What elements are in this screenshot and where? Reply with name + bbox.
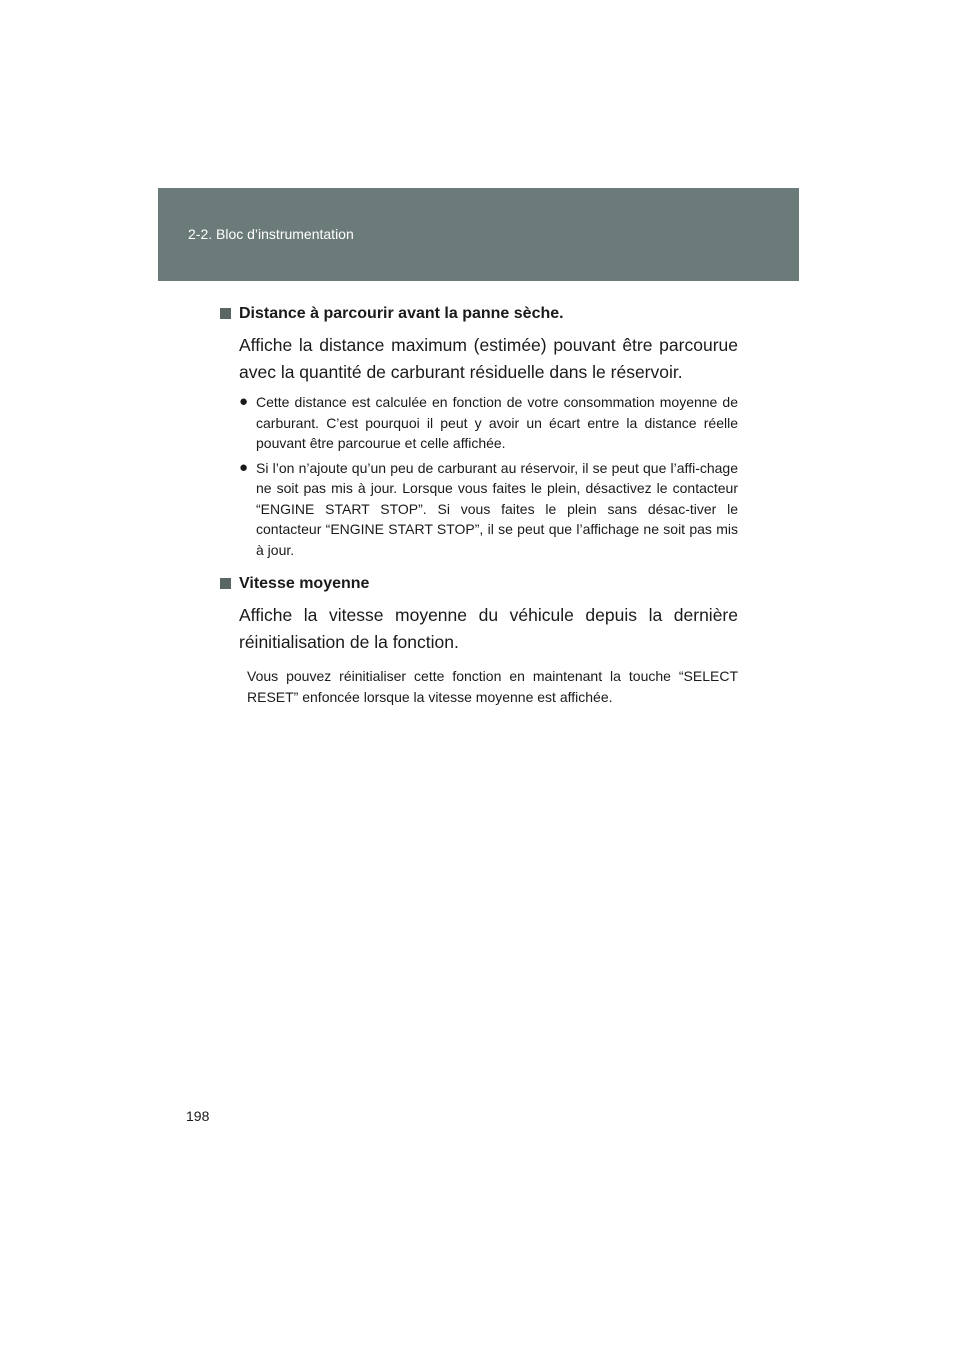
section-header-band: [158, 188, 799, 281]
section-title: 2-2. Bloc d’instrumentation: [188, 226, 354, 242]
square-bullet-icon: [220, 308, 231, 319]
bullet-dot-icon: ●: [239, 393, 249, 410]
bullet-text: Si l’on n’ajoute qu’un peu de carburant au réservoir, il se peut que l’affi-chage ne soit pas mis à jour. Lorsque vous faites le plein, désactivez le contacteur “ENGINE START STOP”. Si vous faites le plein sans désac-tiver le contacteur “ENGINE START STOP”, il se peut que l’affichage ne soit pas mis à jour.: [256, 459, 738, 558]
section-heading-distance: [220, 304, 738, 324]
bullet-dot-icon: ●: [239, 458, 249, 476]
page-number: 198: [186, 1108, 210, 1124]
main-content: [220, 304, 738, 707]
square-bullet-icon: [220, 578, 231, 589]
paragraph-distance: Affiche la distance maximum (estimée) pouvant être parcourue avec la quantité de carburant résiduelle dans le réservoir.: [239, 335, 738, 382]
section-heading-speed: [220, 574, 738, 594]
bullet-text: Cette distance est calculée en fonction de votre consommation moyenne de carburant. C’est pourquoi il peut y avoir un écart entre la distance réelle pouvant être parcourue et celle affichée.: [256, 394, 738, 451]
bullet-item: [239, 458, 738, 561]
bullet-item: [239, 392, 738, 454]
heading-text: Vitesse moyenne: [239, 575, 370, 592]
paragraph-speed: Affiche la vitesse moyenne du véhicule depuis la dernière réinitialisation de la fonction.: [239, 605, 738, 652]
note-text: Vous pouvez réinitialiser cette fonction en maintenant la touche “SELECT RESET” enfoncée lorsque la vitesse moyenne est affichée.: [247, 668, 738, 705]
heading-text: Distance à parcourir avant la panne sèche.: [239, 305, 564, 322]
